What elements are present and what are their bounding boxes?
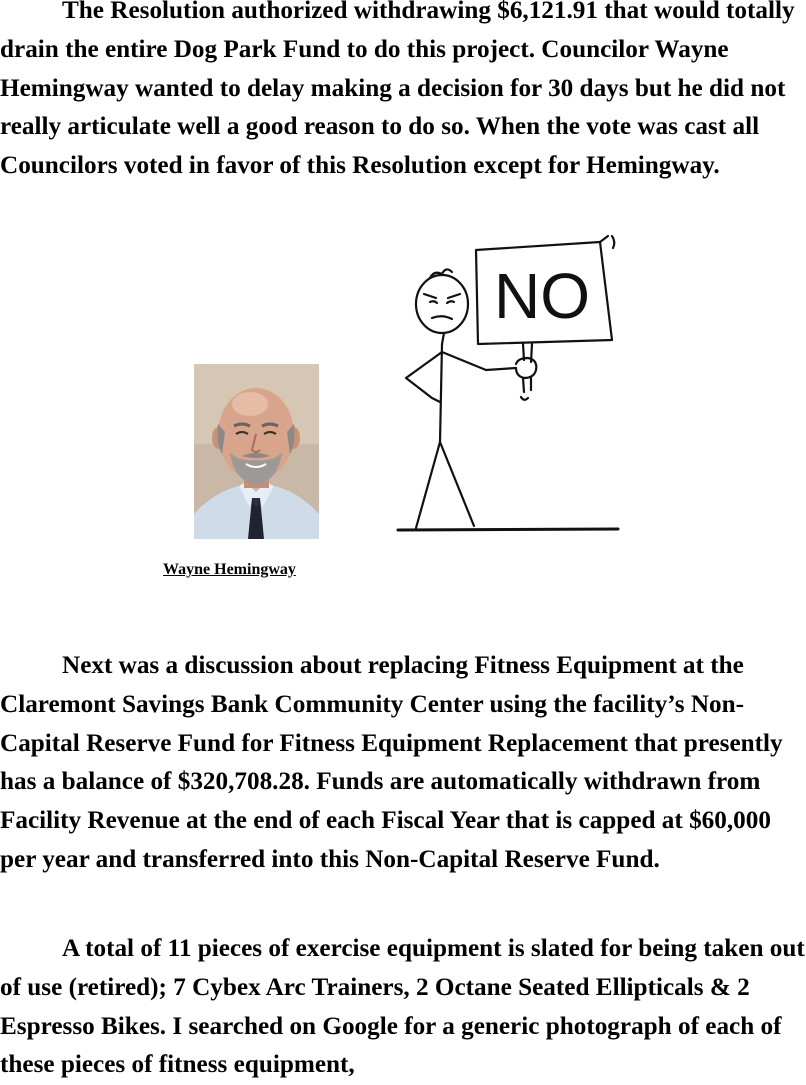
sign-text: NO — [494, 260, 590, 332]
photo-caption: Wayne Hemingway — [163, 561, 296, 578]
paragraph-resolution: The Resolution authorized withdrawing $6,121.91 that would totally drain the entire Dog Park Fund to do this project. Councilor Wayne Hemingway wanted to delay making a decision for 30 days but he did not really articulate well a good reason to do so. When the vote was cast all Councilors voted in favor of this Resolution except for Hemingway. — [0, 0, 795, 180]
stick-figure-no-sign — [390, 232, 620, 537]
paragraph-exercise-equipment: A total of 11 pieces of exercise equipment is slated for being taken out of use (retired); 7 Cybex Arc Trainers, 2 Octane Seated Ellipticals & 2 Espresso Bikes. I searched on Google for a generic photograph of each of these pieces of fitness equipment, — [0, 935, 805, 1079]
paragraph-fitness-equipment: Next was a discussion about replacing Fitness Equipment at the Claremont Savings Bank Community Center using the facility’s Non-Capital Reserve Fund for Fitness Equipment Replacement that presently has a balance of $320,708.28. Funds are automatically withdrawn from Facility Revenue at the end of each Fiscal Year that is capped at $60,000 per year and transferred into this Non-Capital Reserve Fund. — [0, 652, 783, 873]
portrait-image — [194, 364, 319, 539]
portrait-photo — [194, 364, 319, 539]
